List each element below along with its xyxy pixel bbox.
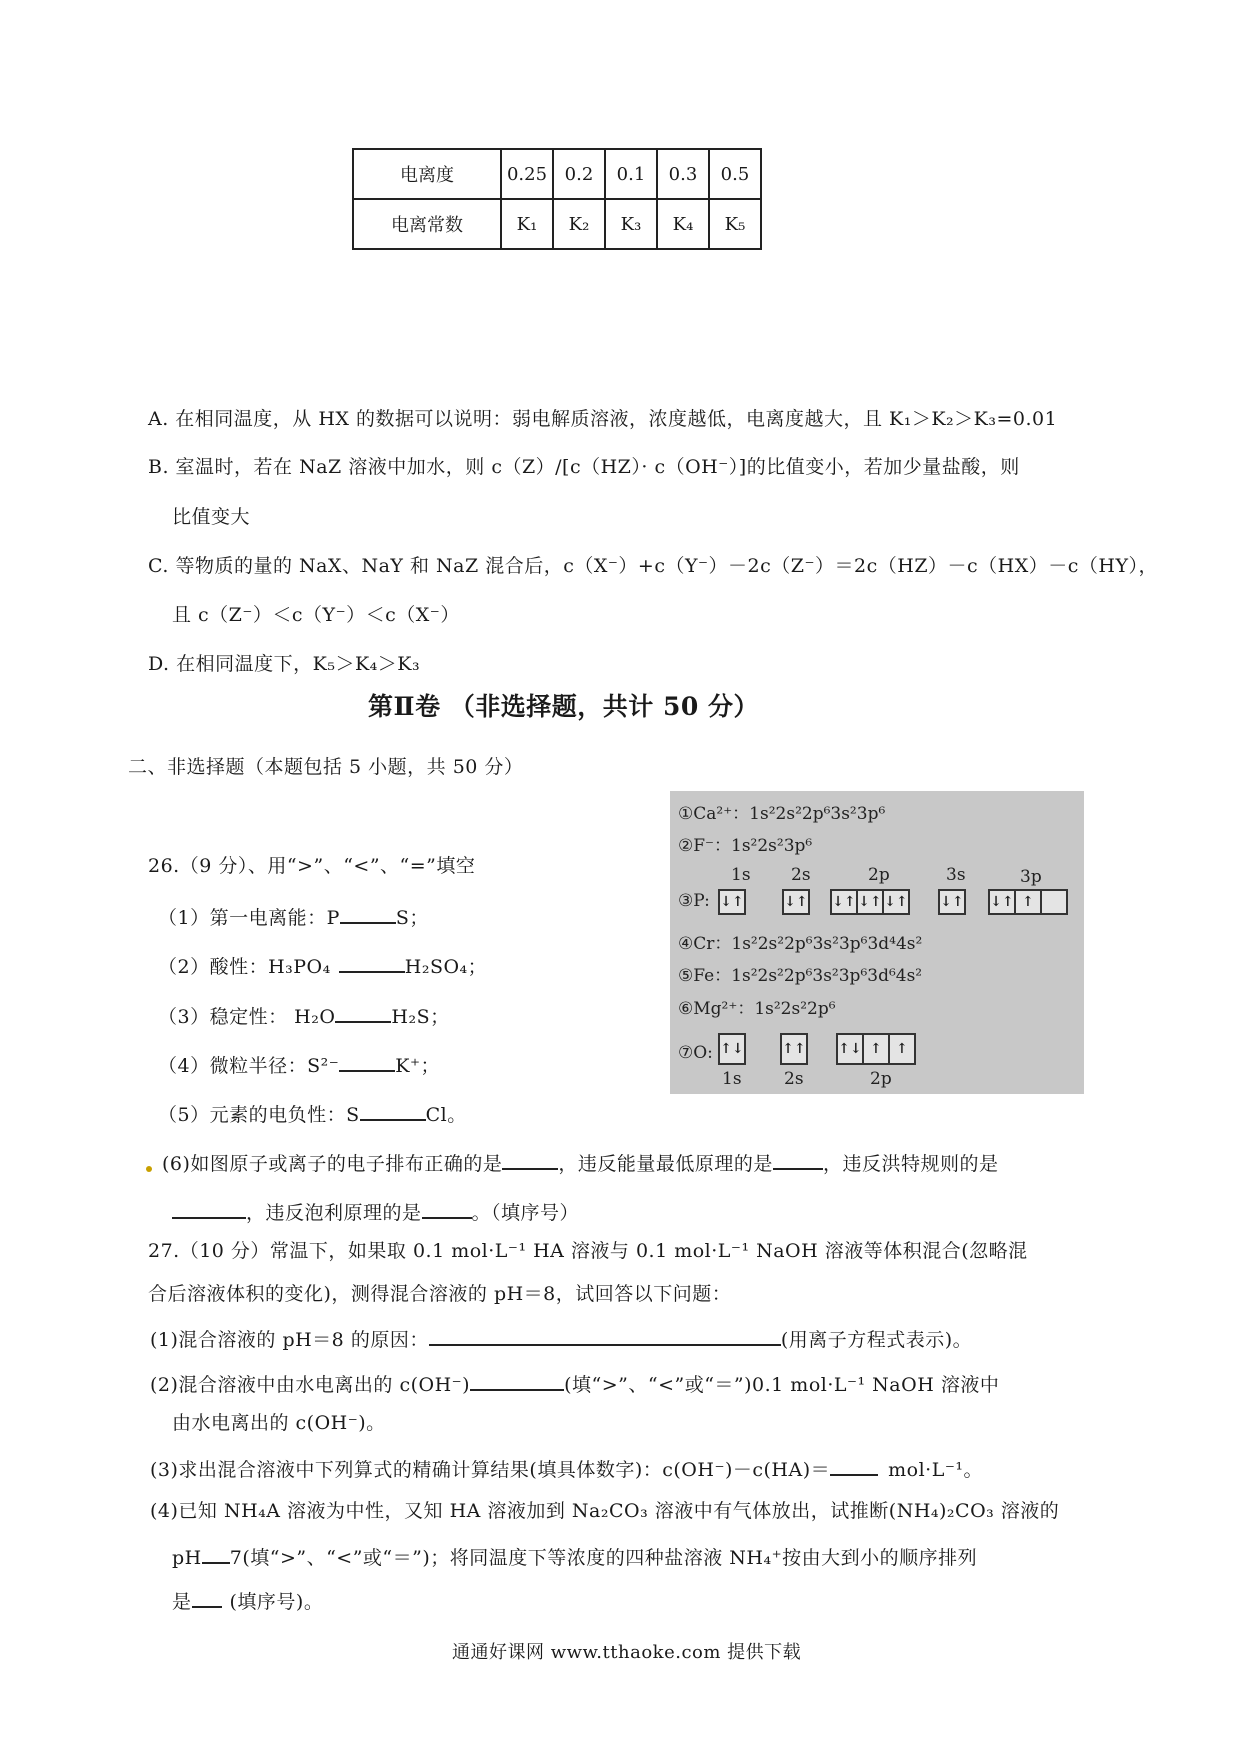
answer-blank[interactable] (360, 1101, 426, 1121)
orbital-cell: ↑↓ (838, 1035, 864, 1063)
footer-text: 通通好课网 www.tthaoke.com 提供下载 (452, 1642, 802, 1663)
orbital-cell: ↑ (1016, 891, 1042, 913)
answer-blank[interactable] (339, 953, 405, 973)
part-text: mol·L⁻¹。 (888, 1459, 983, 1481)
orbital-box-1s (718, 889, 746, 915)
item-suffix: H₂S； (391, 1006, 450, 1028)
table-cell: 0.5 (709, 149, 761, 199)
answer-blank[interactable] (502, 1150, 558, 1170)
item-prefix: （3）稳定性： H₂O (158, 1006, 336, 1028)
config-p-label: ③P: (678, 891, 710, 911)
q27-part3 (150, 1456, 983, 1482)
q26-title: 26.（9 分）、用“>”、“<”、“=”填空 (148, 855, 476, 877)
q27-part4-line1: (4)已知 NH₄A 溶液为中性，又知 HA 溶液加到 Na₂CO₃ 溶液中有气体放出，试推断(NH₄)₂CO₃ 溶液的 (150, 1500, 1060, 1522)
q27-intro-line1: 27.（10 分）常温下，如果取 0.1 mol·L⁻¹ HA 溶液与 0.1 mol·L⁻¹ NaOH 溶液等体积混合(忽略混 (148, 1240, 1028, 1262)
part-text: (填序号)。 (229, 1591, 324, 1613)
option-b-line2: 比值变大 (172, 506, 251, 528)
orbital-box-2p (830, 889, 910, 915)
item-prefix: （2）酸性：H₃PO₄ (158, 956, 331, 978)
q27-part1 (150, 1326, 972, 1352)
part-text: (1)混合溶液的 pH＝8 的原因： (150, 1329, 429, 1351)
table-cell: K₄ (657, 199, 709, 249)
item-suffix: H₂SO₄； (404, 956, 488, 978)
section-heading: 二、非选择题（本题包括 5 小题，共 50 分） (128, 756, 524, 778)
orbital-box-3s (938, 889, 966, 915)
item-prefix: （4）微粒半径：S²⁻ (158, 1055, 340, 1077)
table-row (353, 149, 761, 199)
part-text: (2)混合溶液中由水电离出的 c(OH⁻) (150, 1374, 471, 1396)
config-ca: ①Ca²⁺：1s²2s²2p⁶3s²3p⁶ (678, 804, 886, 824)
q26-item-5 (158, 1101, 467, 1127)
config-cr: ④Cr：1s²2s²2p⁶3s²3p⁶3d⁴4s² (678, 934, 923, 954)
item6-text-e: 。（填序号） (471, 1202, 580, 1224)
table-row-label: 电离常数 (353, 199, 501, 249)
orbital-label: 3p (1020, 867, 1042, 887)
answer-blank[interactable] (422, 1199, 472, 1219)
config-mg: ⑥Mg²⁺：1s²2s²2p⁶ (678, 999, 836, 1019)
answer-blank[interactable] (202, 1544, 230, 1564)
config-o-label: ⑦O: (678, 1043, 713, 1063)
q26-item-3 (158, 1003, 450, 1029)
table-row (353, 199, 761, 249)
orbital-label: 1s (731, 865, 751, 885)
table-cell: K₂ (553, 199, 605, 249)
table-cell: 0.2 (553, 149, 605, 199)
table-cell: 0.25 (501, 149, 553, 199)
item-prefix: （5）元素的电负性：S (158, 1104, 360, 1126)
orbital-cell: ↓↑ (832, 891, 858, 913)
answer-blank[interactable] (339, 1052, 395, 1072)
orbital-cell: ↓↑ (858, 891, 884, 913)
orbital-cell: ↑ (896, 1041, 908, 1057)
q27-part2-line1 (150, 1371, 999, 1397)
orbital-box-2p (836, 1033, 916, 1065)
answer-blank[interactable] (172, 1199, 246, 1219)
item6-text-a: (6)如图原子或离子的电子排布正确的是 (162, 1153, 503, 1175)
table-row-label: 电离度 (353, 149, 501, 199)
orbital-box-1s (718, 1033, 746, 1065)
ionization-table (352, 148, 762, 250)
table-cell: 0.1 (605, 149, 657, 199)
q27-part4-line3 (172, 1588, 323, 1614)
answer-blank[interactable] (470, 1371, 564, 1391)
orbital-box-2s (782, 889, 810, 915)
orbital-cell (1042, 891, 1066, 913)
part-text: 7(填“>”、“<”或“＝”)；将同温度下等浓度的四种盐溶液 NH₄⁺按由大到小的顺序排列 (229, 1547, 978, 1569)
electron-configuration-figure (670, 791, 1084, 1094)
q26-item-1 (158, 904, 429, 930)
part-text: (填“>”、“<”或“＝”)0.1 mol·L⁻¹ NaOH 溶液中 (564, 1374, 1000, 1396)
option-d: D. 在相同温度下，K₅＞K₄＞K₃ (148, 653, 421, 675)
option-c-line1: C. 等物质的量的 NaX、NaY 和 NaZ 混合后，c（X⁻）+c（Y⁻）－2c（Z⁻）＝2c（HZ）－c（HX）－c（HY）， (148, 555, 1159, 577)
item6-text-c: ，违反洪特规则的是 (822, 1153, 999, 1175)
answer-blank[interactable] (773, 1150, 823, 1170)
option-c-line2: 且 c（Z⁻）＜c（Y⁻）＜c（X⁻） (172, 604, 460, 626)
marker-dot (146, 1166, 152, 1172)
orbital-label: 1s (722, 1069, 742, 1089)
orbital-label: 2s (791, 865, 811, 885)
item6-text-d: ，违反泡利原理的是 (246, 1202, 422, 1224)
q26-item-4 (158, 1052, 440, 1078)
part-text: 是 (172, 1591, 192, 1613)
option-a: A. 在相同温度，从 HX 的数据可以说明：弱电解质溶液，浓度越低，电离度越大，且 K₁＞K₂＞K₃=0.01 (148, 408, 1058, 430)
orbital-label: 2p (868, 865, 890, 885)
item-suffix: K⁺； (395, 1055, 440, 1077)
q27-part2-line2: 由水电离出的 c(OH⁻)。 (172, 1412, 386, 1434)
orbital-cell: ↑ (864, 1035, 890, 1063)
answer-blank[interactable] (340, 904, 396, 924)
orbital-label: 2p (870, 1069, 892, 1089)
part-text: (3)求出混合溶液中下列算式的精确计算结果(填具体数字)：c(OH⁻)－c(HA)＝ (150, 1459, 831, 1481)
orbital-cell: ↓↑ (720, 894, 744, 910)
answer-blank[interactable] (192, 1588, 222, 1608)
answer-blank[interactable] (830, 1456, 878, 1476)
part-text: (用离子方程式表示)。 (780, 1329, 973, 1351)
q26-item-6-line2 (172, 1199, 579, 1225)
orbital-cell: ↓↑ (884, 894, 908, 910)
orbital-label: 2s (784, 1069, 804, 1089)
table-cell: K₃ (605, 199, 657, 249)
q27-intro-line2: 合后溶液体积的变化)，测得混合溶液的 pH＝8，试回答以下问题： (148, 1283, 732, 1305)
answer-blank[interactable] (335, 1003, 391, 1023)
q26-item-2 (158, 953, 487, 979)
orbital-cell: ↓↑ (784, 894, 808, 910)
part-text: pH (172, 1547, 202, 1569)
item-prefix: （1）第一电离能：P (158, 907, 340, 929)
item6-text-b: ，违反能量最低原理的是 (558, 1153, 773, 1175)
orbital-cell: ↓↑ (940, 894, 964, 910)
table-cell: 0.3 (657, 149, 709, 199)
orbital-cell: ↑↑ (782, 1041, 806, 1057)
option-b-line1: B. 室温时，若在 NaZ 溶液中加水，则 c（Z）/[c（HZ）· c（OH⁻）]的比值变小，若加少量盐酸，则 (148, 456, 1020, 478)
item-suffix: Cl。 (425, 1104, 467, 1126)
answer-blank[interactable] (429, 1326, 781, 1346)
orbital-cell: ↑↓ (720, 1041, 744, 1057)
orbital-box-3p (988, 889, 1068, 915)
orbital-box-2s (780, 1033, 808, 1065)
config-f: ②F⁻：1s²2s²3p⁶ (678, 836, 813, 856)
config-fe: ⑤Fe：1s²2s²2p⁶3s²3p⁶3d⁶4s² (678, 966, 923, 986)
q27-part4-line2 (172, 1544, 977, 1570)
orbital-cell: ↓↑ (990, 891, 1016, 913)
section-title: 第Ⅱ卷 （非选择题，共计 50 分） (368, 692, 759, 721)
q26-item-6-line1 (162, 1150, 998, 1176)
item-suffix: S； (395, 907, 429, 929)
table-cell: K₅ (709, 199, 761, 249)
table-cell: K₁ (501, 199, 553, 249)
orbital-label: 3s (946, 865, 966, 885)
